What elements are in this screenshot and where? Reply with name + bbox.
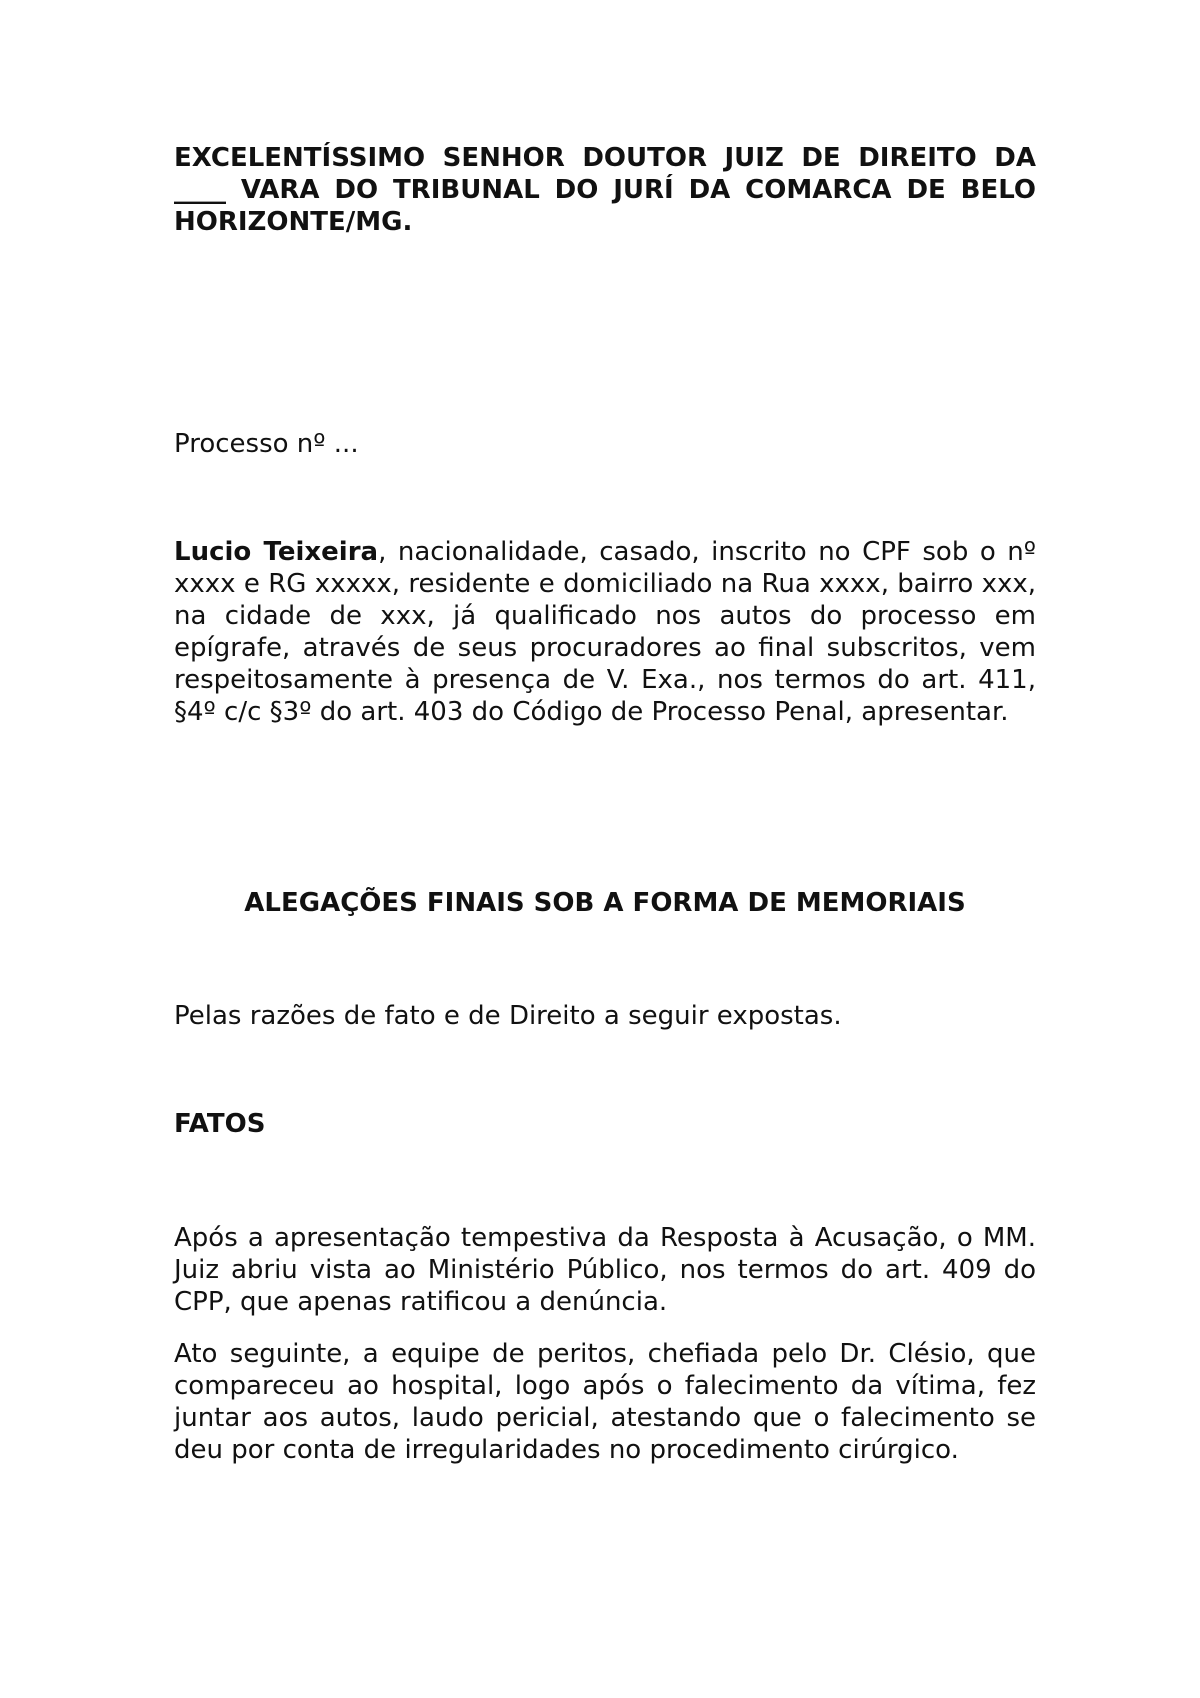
heading-line-1: EXCELENTÍSSIMO SENHOR DOUTOR JUIZ DE DIREITO DA [174, 143, 1036, 173]
reasons-intro: Pelas razões de fato e de Direito a seguir expostas. [174, 1001, 842, 1031]
heading-line-3: HORIZONTE/MG. [174, 207, 413, 237]
addressee-heading [174, 142, 1036, 238]
section-heading-fatos: FATOS [174, 1109, 266, 1139]
party-qualification [174, 536, 1036, 728]
fatos-paragraph-1: Após a apresentação tempestiva da Resposta à Acusação, o MM. Juiz abriu vista ao Ministério Público, nos termos do art. 409 do CPP, que apenas ratificou a denúncia. [174, 1223, 1036, 1317]
party-name: Lucio Teixeira [174, 537, 379, 567]
fatos-paragraph-2: Ato seguinte, a equipe de peritos, chefiada pelo Dr. Clésio, que compareceu ao hospital, logo após o falecimento da vítima, fez juntar aos autos, laudo pericial, atestando que o falecimento se deu por conta de irregularidades no procedimento cirúrgico. [174, 1339, 1036, 1465]
process-number: Processo nº ... [174, 429, 359, 459]
document-title: ALEGAÇÕES FINAIS SOB A FORMA DE MEMORIAIS [244, 888, 966, 918]
heading-line-2: ____ VARA DO TRIBUNAL DO JURÍ DA COMARCA DE BELO [174, 175, 1036, 205]
qualification-text: , nacionalidade, casado, inscrito no CPF sob o nº xxxx e RG xxxxx, residente e domiciliado na Rua xxxx, bairro xxx, na cidade de xxx, já qualificado nos autos do processo em epígrafe, através de seus procuradores ao final subscritos, vem respeitosamente à presença de V. Exa., nos termos do art. 411, §4º c/c §3º do art. 403 do Código de Processo Penal, apresentar. [174, 537, 1036, 727]
